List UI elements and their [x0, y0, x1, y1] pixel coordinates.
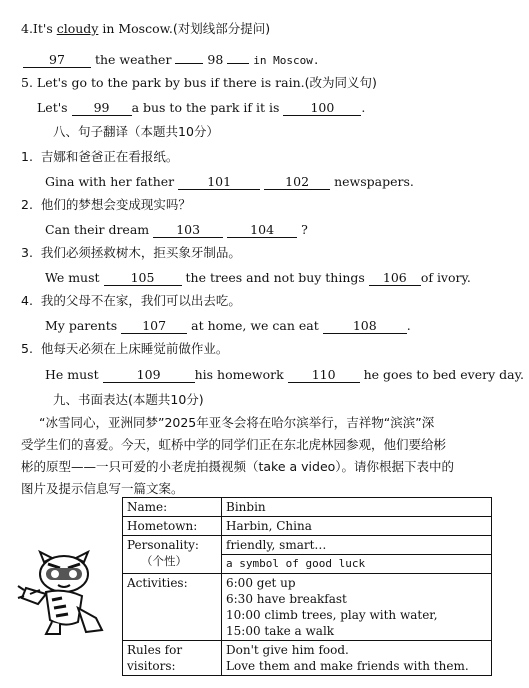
blank-109[interactable]: [103, 368, 195, 383]
s8-item5-cn-text: 他每天必须在上床睡觉前做作业。: [40, 341, 229, 356]
blank-97[interactable]: [23, 53, 91, 68]
name-value: Binbin: [222, 498, 492, 517]
personality-key-cn: （个性）: [141, 554, 187, 568]
s8-item2-num: 2.: [21, 197, 33, 212]
blank-99-label: 99: [93, 100, 110, 115]
blank-105-label: 105: [130, 270, 155, 285]
activity-item: 6:00 get up: [226, 576, 296, 590]
s8-item3-mid: the trees and not buy things: [185, 270, 365, 285]
personality-value-1: friendly, smart…: [222, 536, 491, 555]
blank-101[interactable]: [178, 175, 260, 190]
s8-item4-en: [45, 318, 411, 334]
blank-102[interactable]: [264, 175, 330, 190]
s8-item1-cn-text: 吉娜和爸爸正在看报纸。: [40, 149, 179, 164]
s8-item4-pre: My parents: [45, 318, 118, 333]
rule-item: Love them and make friends with them.: [226, 659, 469, 673]
q5-line2: [37, 100, 365, 116]
s8-item4-num: 4.: [21, 293, 33, 308]
hometown-key: Hometown:: [123, 517, 222, 536]
blank-103[interactable]: [153, 223, 223, 238]
name-key: Name:: [123, 498, 222, 517]
personality-value-2: a symbol of good luck: [226, 557, 366, 570]
q5-mid: a bus to the park if it is: [131, 100, 280, 115]
rules-key: [123, 641, 222, 676]
table-row: [123, 641, 492, 676]
activities-value: [222, 574, 492, 641]
s8-item5-pre: He must: [45, 367, 99, 382]
q4-line2: [23, 49, 320, 69]
q4-line1: [21, 21, 270, 37]
q5-end: .: [361, 100, 366, 115]
s8-item2-cn-text: 他们的梦想会变成现实吗？: [40, 197, 191, 212]
table-row: [123, 574, 492, 641]
blank-110-label: 110: [311, 367, 336, 382]
blank-108-label: 108: [352, 318, 377, 333]
section9-heading: 九、书面表达(本题共10分): [53, 392, 204, 407]
s8-item4-mid: at home, we can eat: [191, 318, 319, 333]
blank-104-label: 104: [250, 222, 275, 237]
blank-97-label: 97: [49, 52, 65, 67]
blank-104[interactable]: [227, 223, 297, 238]
blank-100[interactable]: [283, 101, 361, 116]
s8-item1-num: 1.: [21, 149, 33, 164]
s8-item5-mid: his homework: [194, 367, 284, 382]
s8-item4-cn-text: 我的父母不在家，我们可以出去吃。: [40, 293, 241, 308]
rules-key-2: visitors:: [127, 659, 176, 673]
activity-item: 10:00 climb trees, play with water,: [226, 608, 438, 622]
personality-key: [123, 536, 222, 574]
q4-underlined-word: cloudy: [56, 21, 99, 36]
q5-text: 5. Let's go to the park by bus if there is rain.: [21, 75, 305, 90]
rule-item: Don't give him food.: [226, 643, 349, 657]
blank-108[interactable]: [323, 319, 407, 334]
s9-para-line2: 受学生们的喜爱。今天，虹桥中学的同学们正在东北虎林园参观，他们要给彬: [21, 437, 447, 452]
s8-item2-post: ?: [301, 222, 308, 237]
s9-para-line4: 图片及提示信息写一篇文案。: [21, 481, 184, 496]
q4-prefix: 4.It's: [21, 21, 57, 36]
activity-item: 15:00 take a walk: [226, 624, 335, 638]
blank-98-right[interactable]: [227, 49, 249, 64]
q5-lets: Let's: [37, 100, 68, 115]
q5-instruction: (改为同义句): [304, 75, 377, 90]
activity-item: 6:30 have breakfast: [226, 592, 347, 606]
blank-110[interactable]: [288, 368, 360, 383]
q4-instruction: (对划线部分提问): [172, 21, 271, 36]
info-table: [122, 497, 492, 676]
s8-item3-post: of ivory.: [420, 270, 471, 285]
s8-item3-num: 3.: [21, 245, 33, 260]
q5-line1: [21, 75, 377, 91]
personality-key-en: Personality:: [127, 538, 199, 552]
blank-107-label: 107: [142, 318, 167, 333]
q4-mid: in Moscow.: [98, 21, 173, 36]
tiger-mascot-image: [16, 548, 112, 638]
blank-101-label: 101: [207, 174, 232, 189]
s8-item1-cn: [21, 149, 178, 165]
personality-value: [222, 536, 492, 574]
q4-weather-text: the weather: [94, 52, 172, 67]
s8-item3-en: [45, 270, 471, 286]
table-row: [123, 517, 492, 536]
blank-105[interactable]: [104, 271, 182, 286]
table-row: [123, 498, 492, 517]
s8-item3-cn-text: 我们必须拯救树木，拒买象牙制品。: [40, 245, 241, 260]
rules-value: [222, 641, 492, 676]
s8-item5-en: [45, 367, 524, 383]
s9-para-line3: 彬的原型——一只可爱的小老虎拍摄视频（take a video）。请你根据下表中的: [21, 459, 455, 474]
blank-106-label: 106: [382, 270, 407, 285]
s8-item1-pre: Gina with her father: [45, 174, 175, 189]
s8-item2-pre: Can their dream: [45, 222, 150, 237]
hometown-value: Harbin, China: [222, 517, 492, 536]
blank-98-left[interactable]: [175, 49, 203, 64]
blank-107[interactable]: [121, 319, 187, 334]
s8-item4-cn: [21, 293, 241, 309]
rules-key-1: Rules for: [127, 643, 183, 657]
s8-item1-en: [45, 174, 414, 190]
s8-item5-cn: [21, 341, 228, 357]
blank-109-label: 109: [136, 367, 161, 382]
s8-item1-post: newspapers.: [334, 174, 414, 189]
s8-item3-pre: We must: [45, 270, 100, 285]
s9-para-line1: “冰雪同心，亚洲同梦”2025年亚冬会将在哈尔滨举行，吉祥物“滨滨”深: [39, 415, 435, 430]
blank-98-label: 98: [207, 52, 224, 67]
s8-item3-cn: [21, 245, 241, 261]
s8-item5-num: 5.: [21, 341, 33, 356]
blank-106[interactable]: [369, 271, 421, 286]
s8-item4-post: .: [406, 318, 411, 333]
s8-item2-cn: [21, 197, 191, 213]
section8-heading: 八、句子翻译（本题共10分）: [53, 124, 219, 139]
blank-99[interactable]: [72, 101, 132, 116]
table-row: [123, 536, 492, 574]
activities-key: Activities:: [123, 574, 222, 641]
blank-103-label: 103: [176, 222, 201, 237]
s8-item5-post: he goes to bed every day.: [363, 367, 524, 382]
blank-102-label: 102: [285, 174, 310, 189]
s8-item2-en: [45, 222, 308, 238]
q4-moscow-text: in Moscow.: [253, 54, 320, 67]
blank-100-label: 100: [310, 100, 335, 115]
